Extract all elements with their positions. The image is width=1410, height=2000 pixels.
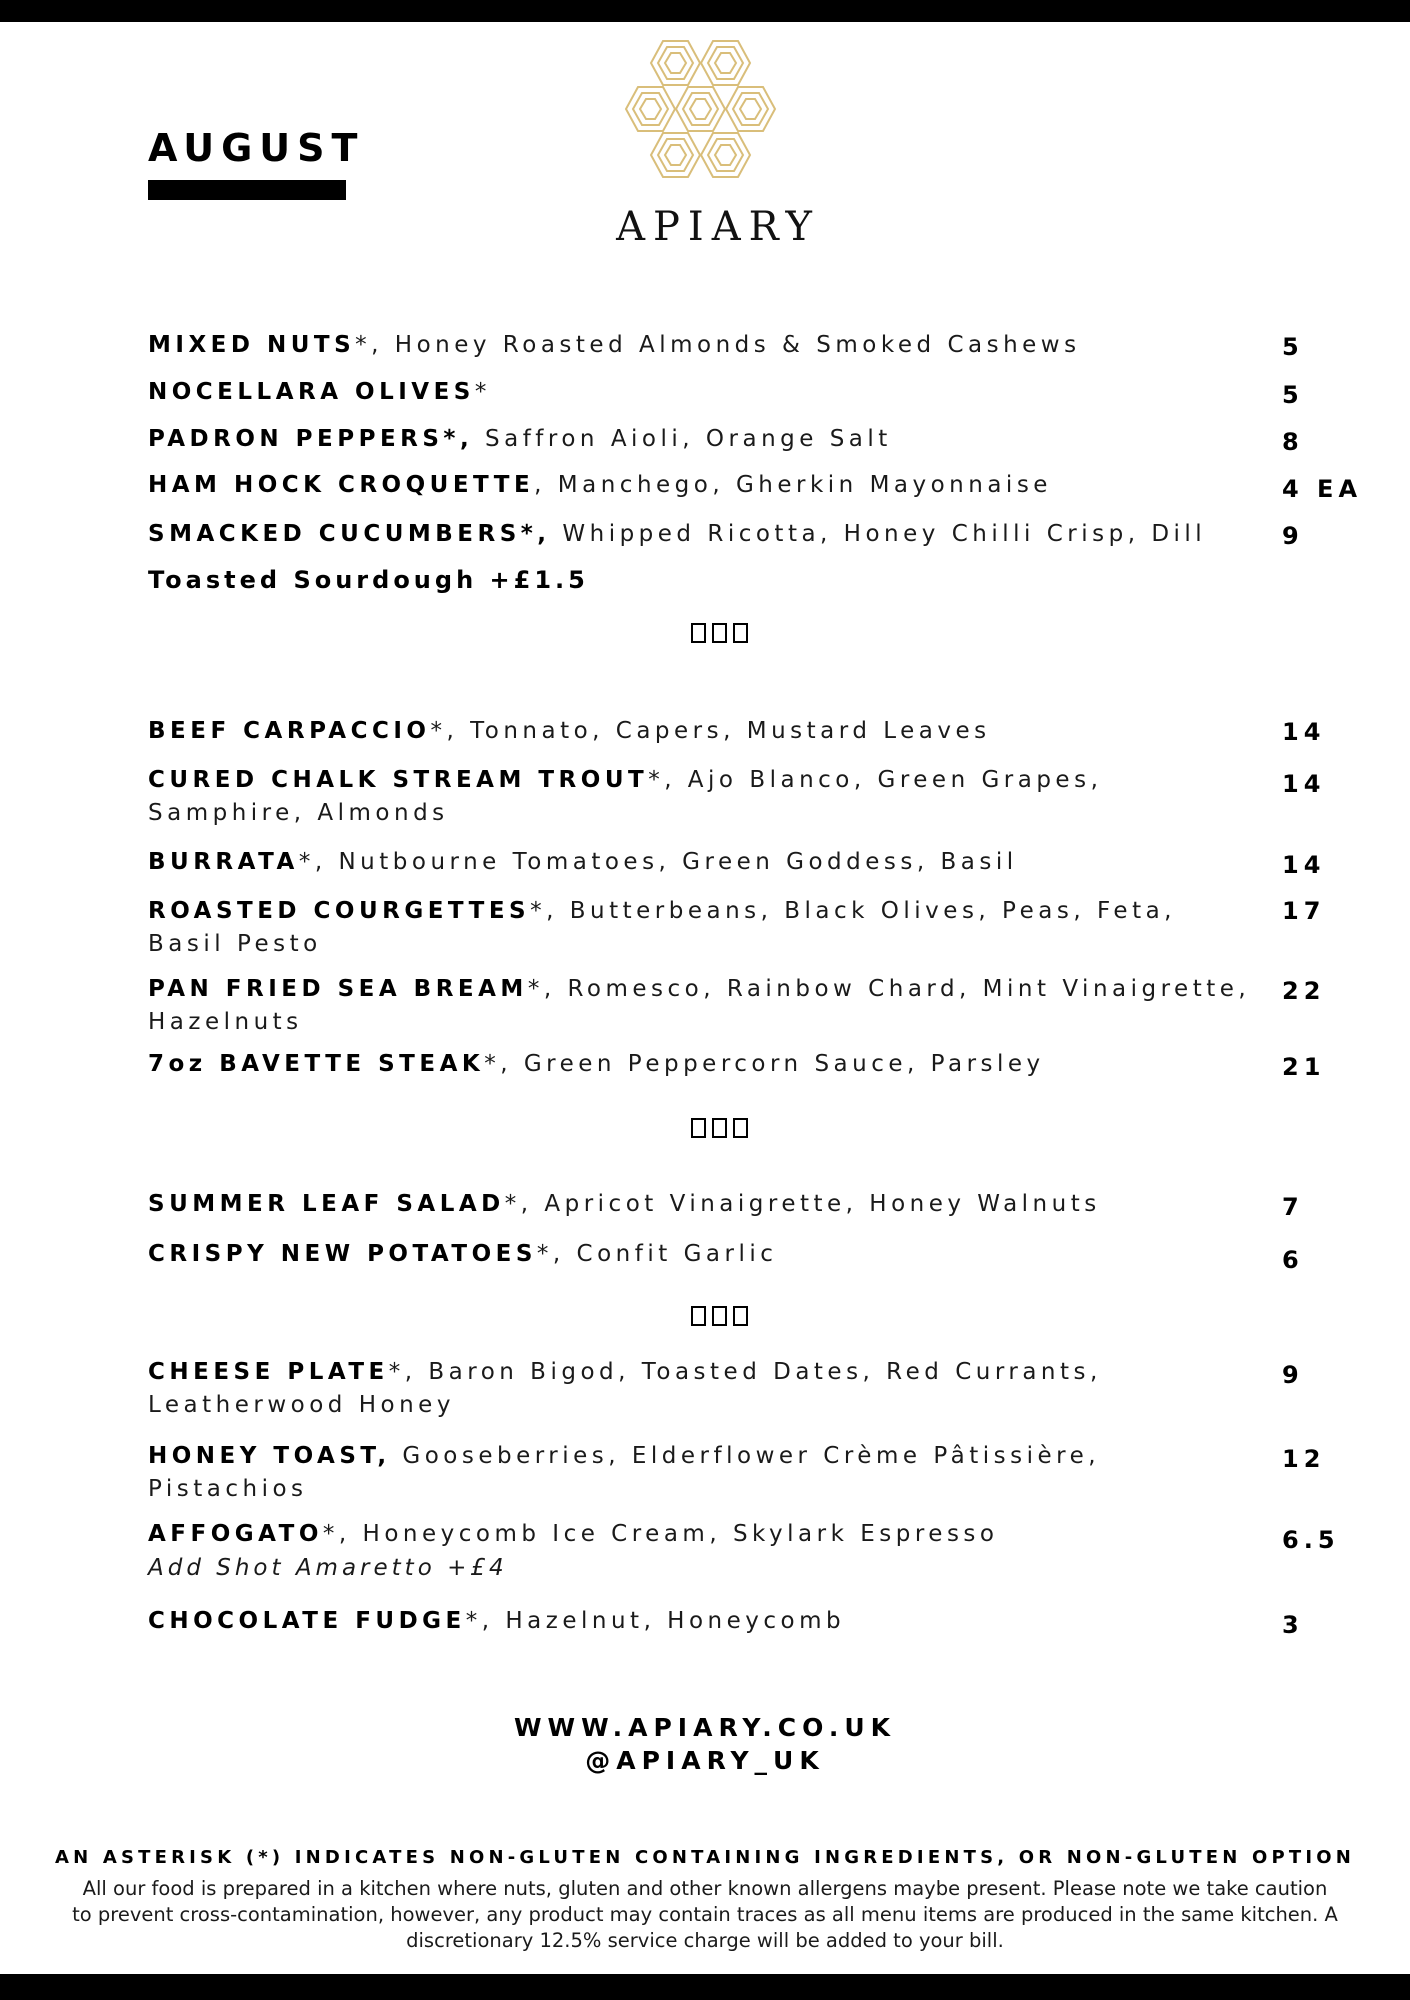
asterisk-notice: AN ASTERISK (*) INDICATES NON-GLUTEN CONTAINING INGREDIENTS, OR NON-GLUTEN OPTION [54, 1847, 1356, 1868]
item-description: , Manchego, Gherkin Mayonnaise [534, 472, 1052, 498]
menu-item [148, 1518, 1268, 1551]
top-border-bar [0, 0, 1410, 22]
item-description: *, Butterbeans, Black Olives, Peas, Feta, [530, 898, 1176, 924]
item-name: SUMMER LEAF SALAD [148, 1191, 505, 1217]
item-price: 21 [1282, 1053, 1326, 1081]
item-description: *, Ajo Blanco, Green Grapes, [648, 767, 1103, 793]
menu-item [148, 1048, 1268, 1081]
menu-item [148, 469, 1268, 502]
bottom-border-bar [0, 1974, 1410, 2000]
website-link[interactable]: WWW.APIARY.CO.UK [513, 1713, 897, 1742]
menu-item [148, 376, 1268, 409]
item-description-cont: Basil Pesto [148, 931, 322, 957]
section-divider [688, 1303, 751, 1328]
item-name: BURRATA [148, 849, 299, 875]
menu-item [148, 1440, 1268, 1506]
item-description: Saffron Aioli, Orange Salt [473, 426, 892, 452]
item-description: *, Hazelnut, Honeycomb [465, 1608, 846, 1634]
section-divider [688, 620, 751, 645]
item-price: 17 [1282, 897, 1326, 925]
section-divider [688, 1115, 751, 1140]
snacks-extra-option: Toasted Sourdough +£1.5 [148, 566, 589, 594]
item-price: 12 [1282, 1445, 1326, 1473]
item-description: *, Nutbourne Tomatoes, Green Goddess, Basil [298, 849, 1018, 875]
item-name: HAM HOCK CROQUETTE [148, 472, 535, 498]
item-price: 9 [1282, 522, 1304, 550]
item-price: 5 [1282, 333, 1304, 361]
item-description-cont: Hazelnuts [148, 1009, 303, 1035]
item-name: CURED CHALK STREAM TROUT [148, 767, 649, 793]
menu-item [148, 1238, 1268, 1271]
item-price: 22 [1282, 977, 1326, 1005]
item-description: *, Confit Garlic [536, 1241, 778, 1267]
item-name: CRISPY NEW POTATOES [148, 1241, 537, 1267]
item-price: 5 [1282, 381, 1304, 409]
item-name: MIXED NUTS [148, 332, 356, 358]
item-description: *, Tonnato, Capers, Mustard Leaves [430, 718, 991, 744]
item-description: *, Apricot Vinaigrette, Honey Walnuts [504, 1191, 1101, 1217]
item-name: ROASTED COURGETTES [148, 898, 531, 924]
menu-item [148, 518, 1268, 551]
item-price: 3 [1282, 1611, 1304, 1639]
menu-item [148, 973, 1268, 1039]
item-name: NOCELLARA OLIVES [148, 379, 475, 405]
item-price: 9 [1282, 1361, 1304, 1389]
menu-item [148, 846, 1268, 879]
item-name: HONEY TOAST, [148, 1443, 391, 1469]
month-underline-bar [148, 180, 346, 200]
item-description-cont: Leatherwood Honey [148, 1392, 455, 1418]
item-description: *, Green Peppercorn Sauce, Parsley [484, 1051, 1045, 1077]
item-description-cont: Pistachios [148, 1476, 308, 1502]
menu-item [148, 895, 1268, 961]
item-name: 7oz BAVETTE STEAK [148, 1051, 485, 1077]
menu-item [148, 715, 1268, 748]
item-price: 14 [1282, 851, 1326, 879]
item-description: *, Romesco, Rainbow Chard, Mint Vinaigrette, [527, 976, 1251, 1002]
menu-item [148, 1356, 1268, 1422]
menu-item [148, 1605, 1268, 1638]
item-name: PAN FRIED SEA BREAM [148, 976, 528, 1002]
item-name: SMACKED CUCUMBERS*, [148, 521, 551, 547]
item-description: * [474, 379, 491, 405]
item-price: 8 [1282, 428, 1304, 456]
item-description: *, Baron Bigod, Toasted Dates, Red Currants, [388, 1359, 1102, 1385]
menu-item [148, 423, 1268, 456]
menu-item [148, 764, 1268, 830]
item-price: 14 [1282, 770, 1326, 798]
item-description-cont: Samphire, Almonds [148, 800, 449, 826]
item-price: 6 [1282, 1246, 1304, 1274]
item-name: BEEF CARPACCIO [148, 718, 431, 744]
allergen-disclaimer: All our food is prepared in a kitchen where nuts, gluten and other known allergens maybe present. Please note we take caution to prevent cross-contamination, however, any product may contain traces as all menu items are produced in the same kitchen. A discretionary 12.5% service charge will be added to your bill. [72, 1877, 1338, 1952]
menu-item [148, 329, 1268, 362]
item-description: *, Honeycomb Ice Cream, Skylark Espresso [322, 1521, 999, 1547]
brand-name: APIARY [616, 204, 820, 250]
social-handle[interactable]: @APIARY_UK [585, 1746, 825, 1775]
affogato-extra-option: Add Shot Amaretto +£4 [148, 1555, 508, 1581]
menu-month-heading: AUGUST [148, 126, 365, 170]
item-price: 4 EA [1282, 475, 1363, 503]
item-name: CHEESE PLATE [148, 1359, 389, 1385]
item-price: 6.5 [1282, 1526, 1340, 1554]
item-description: *, Honey Roasted Almonds & Smoked Cashews [355, 332, 1081, 358]
item-name: CHOCOLATE FUDGE [148, 1608, 466, 1634]
item-price: 14 [1282, 718, 1326, 746]
honeycomb-logo-icon [608, 36, 808, 196]
item-description: Gooseberries, Elderflower Crème Pâtissière, [390, 1443, 1101, 1469]
item-name: PADRON PEPPERS*, [148, 426, 474, 452]
item-price: 7 [1282, 1193, 1304, 1221]
item-name: AFFOGATO [148, 1521, 323, 1547]
menu-item [148, 1188, 1268, 1221]
item-description: Whipped Ricotta, Honey Chilli Crisp, Dill [550, 521, 1207, 547]
